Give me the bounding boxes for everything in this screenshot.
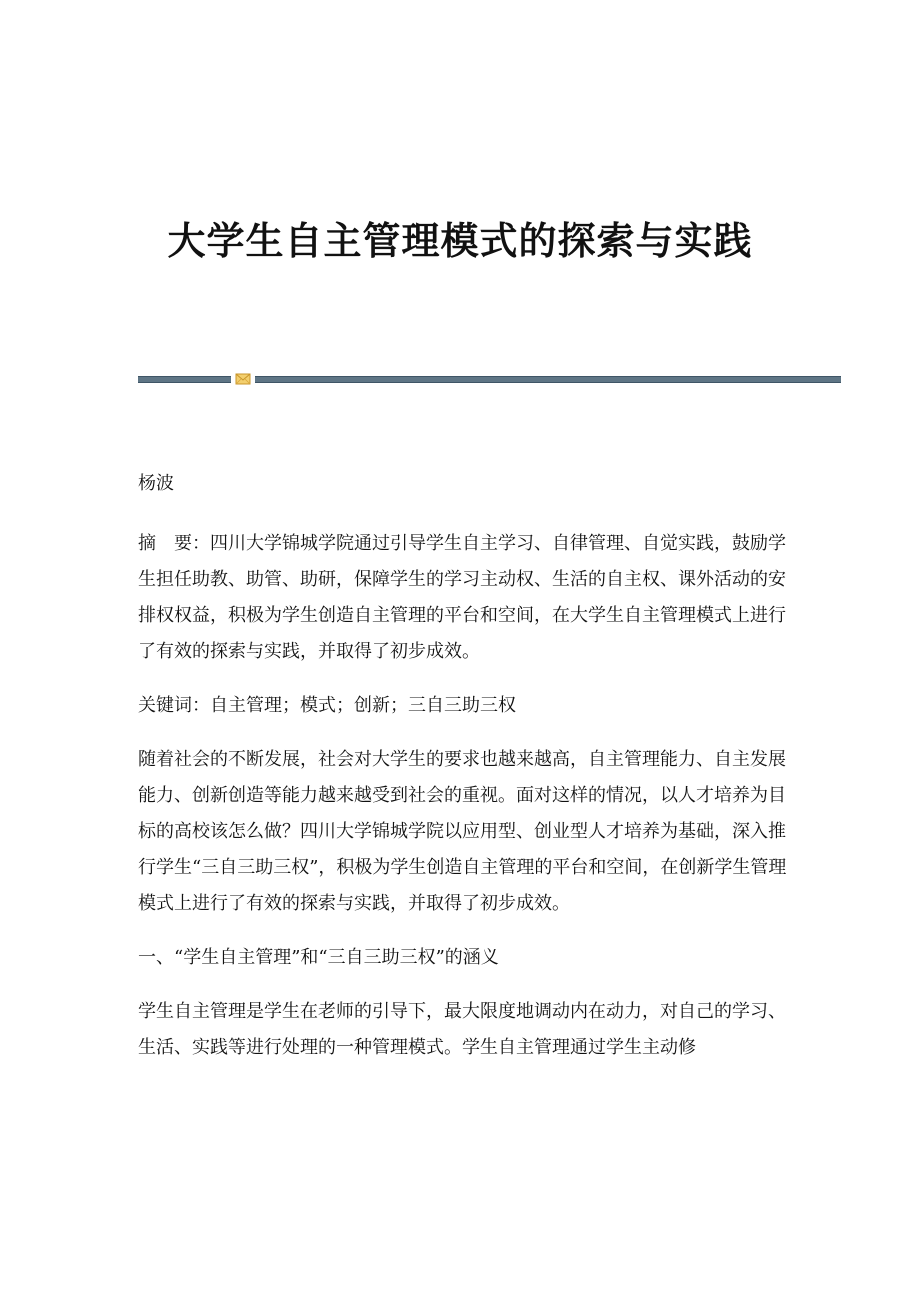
keywords-line: 关键词：自主管理；模式；创新；三自三助三权 — [138, 695, 516, 716]
abstract-paragraph: 摘 要：四川大学锦城学院通过引导学生自主学习、自律管理、自觉实践，鼓励学生担任助教、助管、助研，保障学生的学习主动权、生活的自主权、课外活动的安排权权益，积极为学生创造自主管理的平台和空间，在大学生自主管理模式上进行了有效的探索与实践，并取得了初步成效。 — [138, 533, 786, 662]
section-heading: 一、“学生自主管理”和“三自三助三权”的涵义 — [138, 947, 499, 968]
envelope-icon — [235, 372, 251, 386]
intro-paragraph: 随着社会的不断发展，社会对大学生的要求也越来越高，自主管理能力、自主发展能力、创新创造等能力越来越受到社会的重视。面对这样的情况，以人才培养为目标的高校该怎么做？四川大学锦城学院以应用型、创业型人才培养为基础，深入推行学生“三自三助三权”，积极为学生创造自主管理的平台和空间，在创新学生管理模式上进行了有效的探索与实践，并取得了初步成效。 — [138, 749, 787, 914]
section-paragraph: 学生自主管理是学生在老师的引导下，最大限度地调动内在动力，对自己的学习、生活、实践等进行处理的一种管理模式。学生自主管理通过学生主动修 — [138, 1001, 786, 1058]
divider-right-bar — [255, 376, 841, 383]
document-body — [138, 466, 788, 1084]
author-name: 杨波 — [138, 473, 174, 494]
document-title: 大学生自主管理模式的探索与实践 — [167, 218, 753, 263]
divider-left-bar — [138, 376, 231, 383]
title-divider — [138, 372, 841, 386]
